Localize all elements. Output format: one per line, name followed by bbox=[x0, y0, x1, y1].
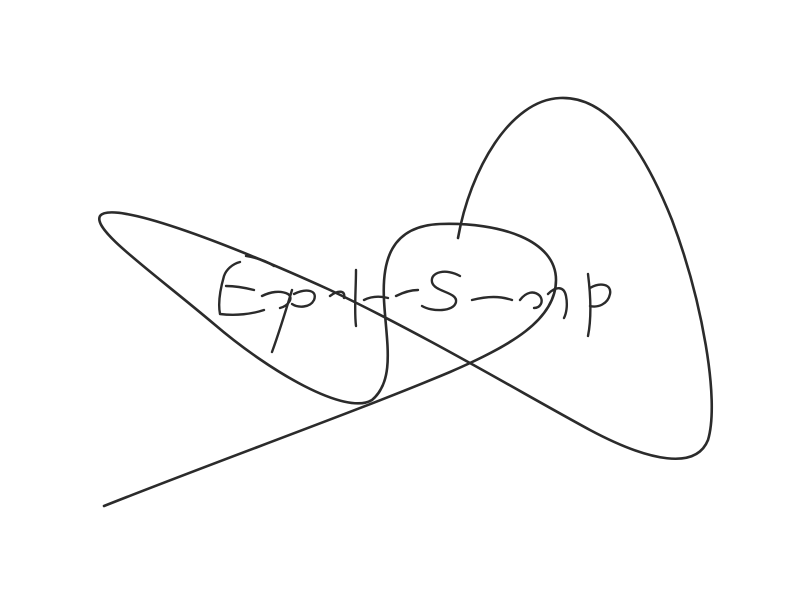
signature-letters-ample bbox=[472, 274, 610, 336]
signature-letters-xp bbox=[262, 290, 315, 352]
signature-letters-ert bbox=[330, 270, 418, 326]
signature-letter-e bbox=[219, 256, 274, 315]
signature-outer-loop-stroke bbox=[99, 98, 712, 506]
signature-letter-s bbox=[422, 272, 460, 310]
